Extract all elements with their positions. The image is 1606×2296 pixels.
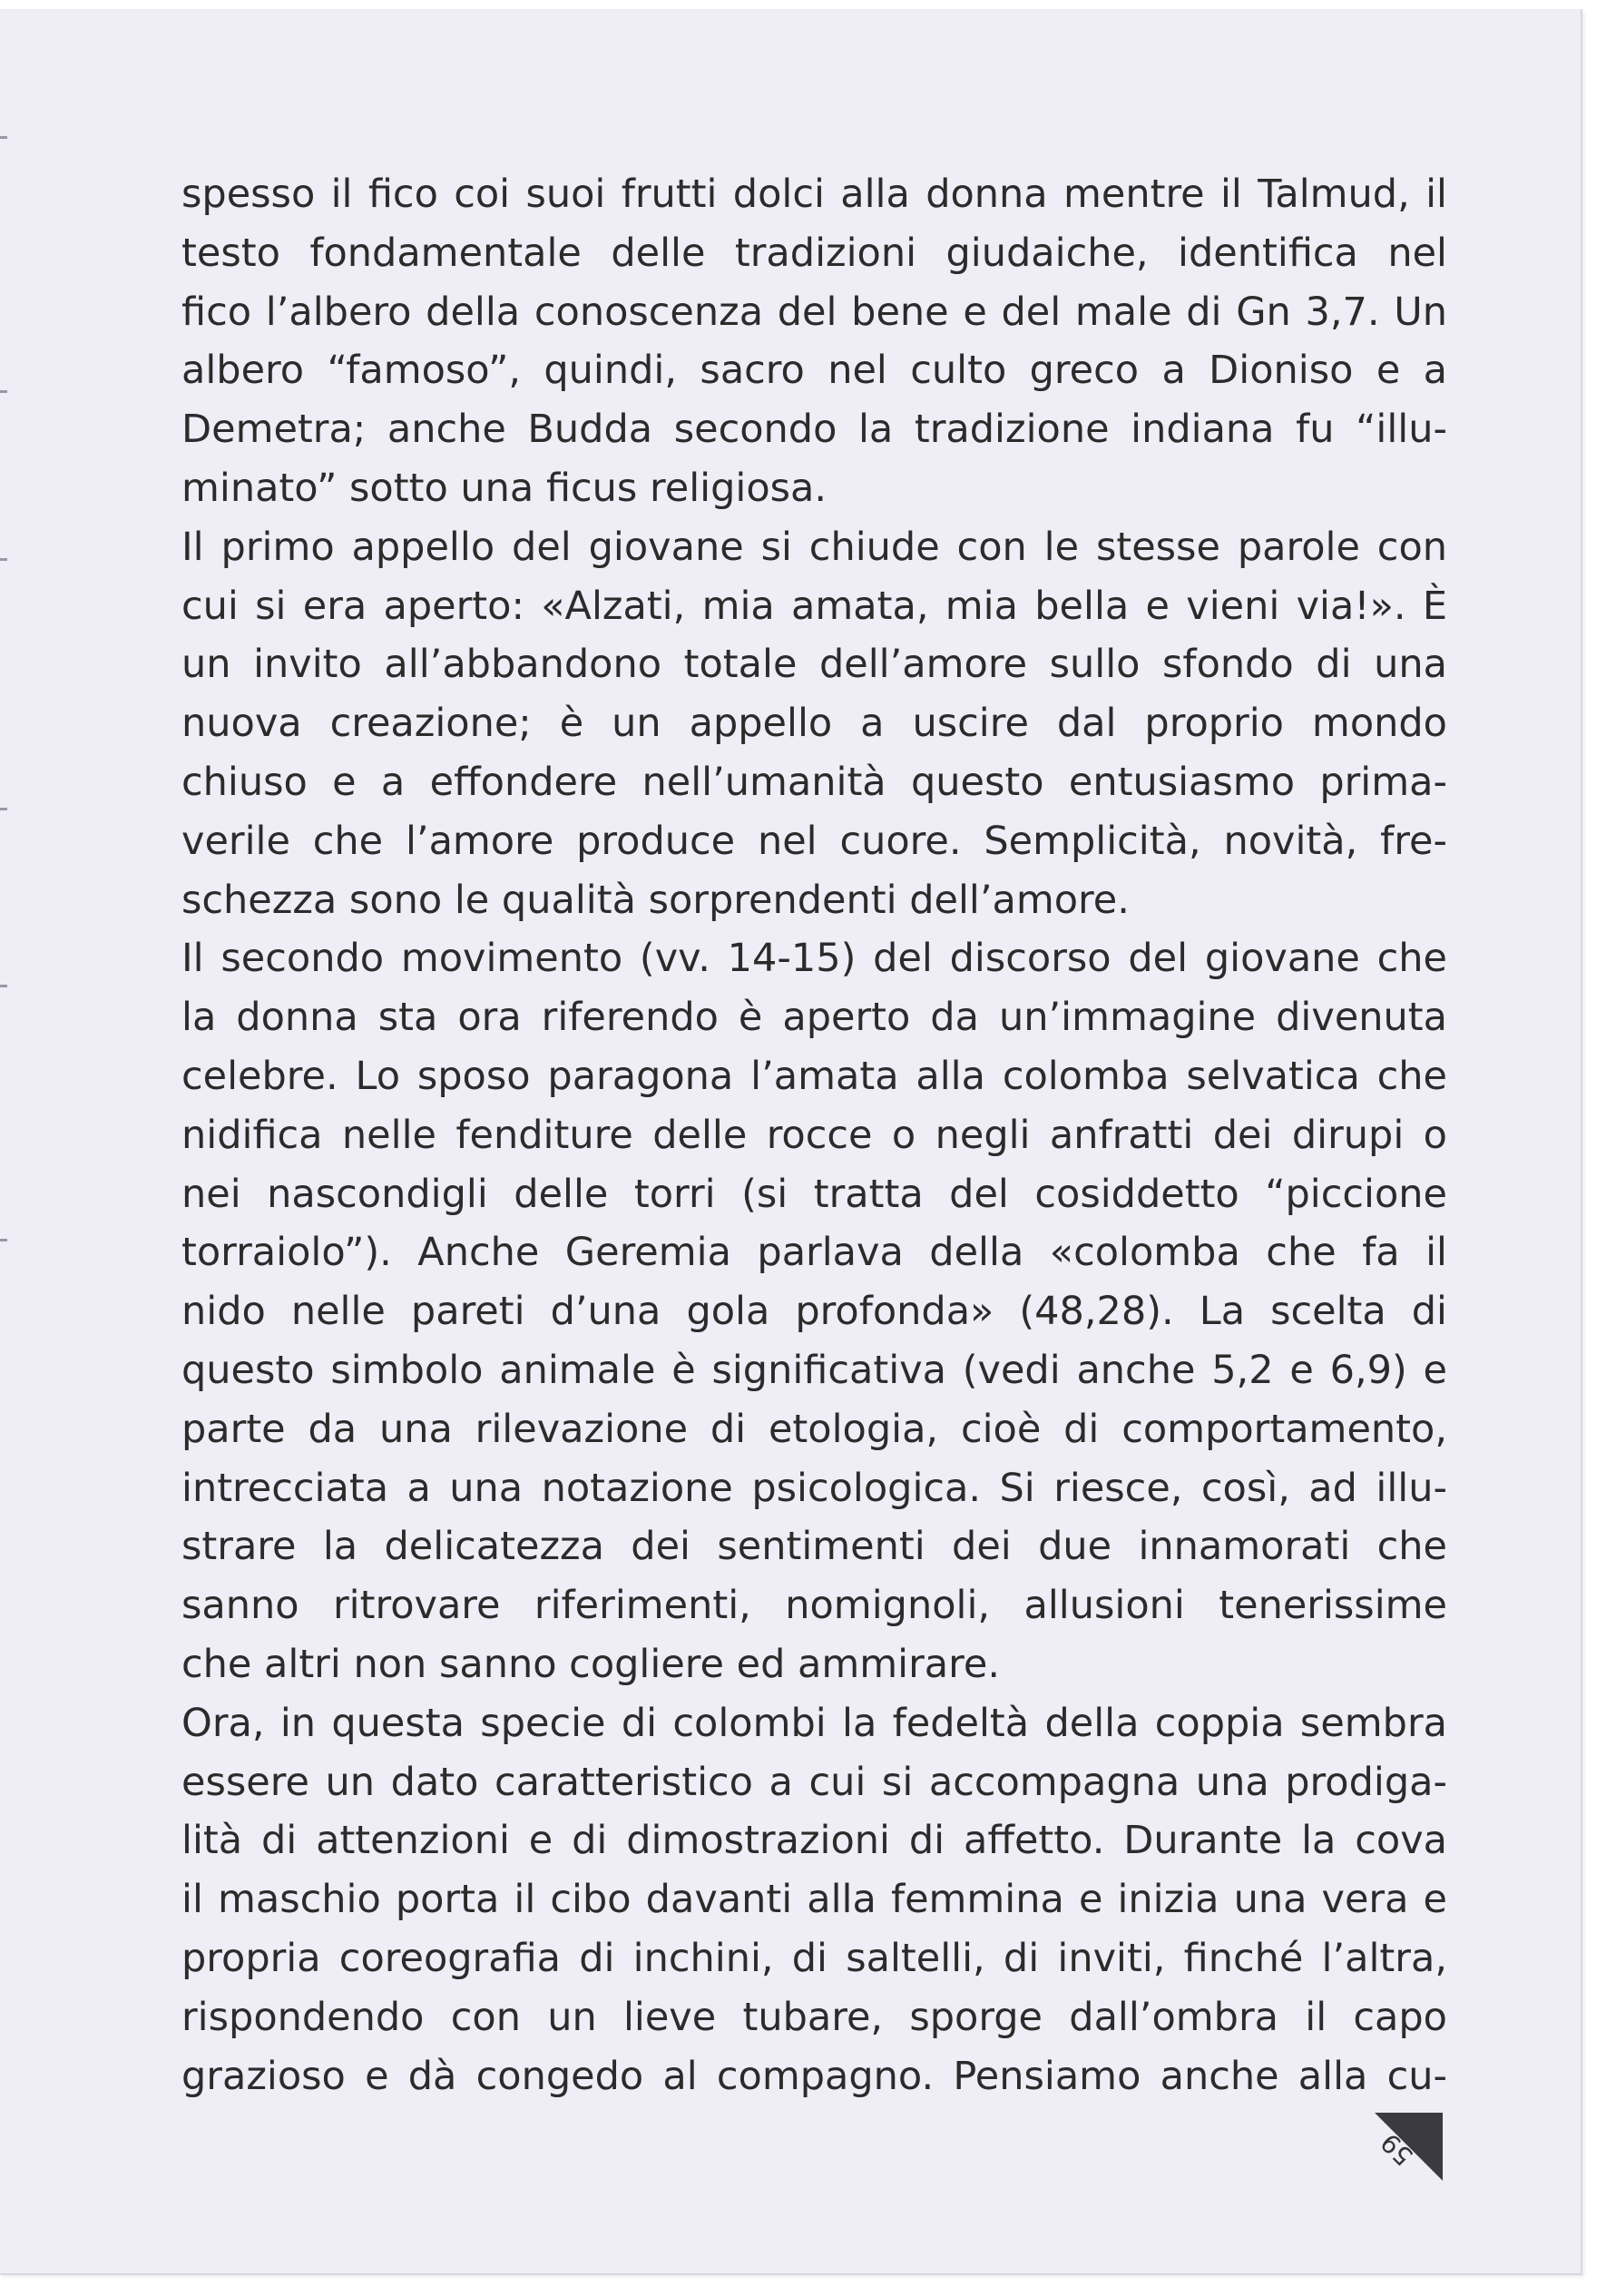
text-line: rispondendo con un lieve tubare, sporge dall’ombra il capo	[181, 1994, 1447, 2040]
text-line: questo simbolo animale è significativa (vedi anche 5,2 e 6,9) e	[181, 1347, 1447, 1393]
text-line: strare la delicatezza dei sentimenti dei due innamorati che	[181, 1524, 1447, 1570]
text-line: sanno ritrovare riferimenti, nomignoli, allusioni tenerissime	[181, 1583, 1447, 1629]
text-line: torraiolo”). Anche Geremia parlava della «colomba che fa il	[181, 1230, 1447, 1276]
text-line: minato” sotto una ficus religiosa.	[181, 465, 827, 511]
page-sheet	[0, 9, 1582, 2275]
edge-mark	[0, 1239, 7, 1241]
text-line: la donna sta ora riferendo è aperto da un’immagine divenuta	[181, 995, 1447, 1041]
text-line: un invito all’abbandono totale dell’amore sullo sfondo di una	[181, 642, 1447, 688]
text-line: propria coreografia di inchini, di saltelli, di inviti, finché l’altra,	[181, 1935, 1447, 1981]
text-line: Ora, in questa specie di colombi la fedeltà della coppia sembra	[181, 1700, 1447, 1746]
text-line: spesso il fico coi suoi frutti dolci alla donna mentre il Talmud, il	[181, 172, 1447, 217]
text-line: il maschio porta il cibo davanti alla femmina e inizia una vera e	[181, 1877, 1447, 1923]
text-line: Il secondo movimento (vv. 14-15) del discorso del giovane che	[181, 936, 1447, 982]
text-line: nidifica nelle fenditure delle rocce o negli anfratti dei dirupi o	[181, 1112, 1447, 1158]
text-line: che altri non sanno cogliere ed ammirare.	[181, 1641, 1001, 1687]
text-line: cui si era aperto: «Alzati, mia amata, mia bella e vieni via!». È	[181, 583, 1447, 629]
text-line: fico l’albero della conoscenza del bene e del male di Gn 3,7. Un	[181, 289, 1447, 335]
body-text	[181, 165, 1447, 2105]
text-line: nei nascondigli delle torri (si tratta del cosiddetto “piccione	[181, 1171, 1447, 1217]
text-line: albero “famoso”, quindi, sacro nel culto greco a Dioniso e a	[181, 348, 1447, 394]
text-line: grazioso e dà congedo al compagno. Pensiamo anche alla cu-	[181, 2053, 1447, 2099]
edge-mark	[0, 985, 7, 987]
text-line: celebre. Lo sposo paragona l’amata alla colomba selvatica che	[181, 1053, 1447, 1099]
text-line: chiuso e a effondere nell’umanità questo entusiasmo prima-	[181, 759, 1447, 805]
page-number: 59	[1375, 2127, 1419, 2172]
text-line: lità di attenzioni e di dimostrazioni di affetto. Durante la cova	[181, 1818, 1447, 1864]
text-line: nuova creazione; è un appello a uscire dal proprio mondo	[181, 701, 1447, 747]
text-line: intrecciata a una notazione psicologica. Si riesce, così, ad illu-	[181, 1465, 1447, 1511]
edge-mark	[0, 558, 7, 561]
edge-mark	[0, 808, 7, 810]
edge-mark	[0, 390, 7, 393]
text-line: essere un dato caratteristico a cui si accompagna una prodiga-	[181, 1759, 1447, 1805]
text-line: parte da una rilevazione di etologia, cioè di comportamento,	[181, 1406, 1447, 1452]
text-line: testo fondamentale delle tradizioni giudaiche, identifica nel	[181, 230, 1447, 276]
text-line: Il primo appello del giovane si chiude con le stesse parole con	[181, 524, 1447, 570]
text-line: schezza sono le qualità sorprendenti dell’amore.	[181, 877, 1130, 923]
text-line: verile che l’amore produce nel cuore. Semplicità, novità, fre-	[181, 818, 1447, 864]
text-line: nido nelle pareti d’una gola profonda» (48,28). La scelta di	[181, 1289, 1447, 1335]
text-line: Demetra; anche Budda secondo la tradizione indiana fu “illu-	[181, 407, 1447, 453]
edge-mark	[0, 136, 7, 139]
